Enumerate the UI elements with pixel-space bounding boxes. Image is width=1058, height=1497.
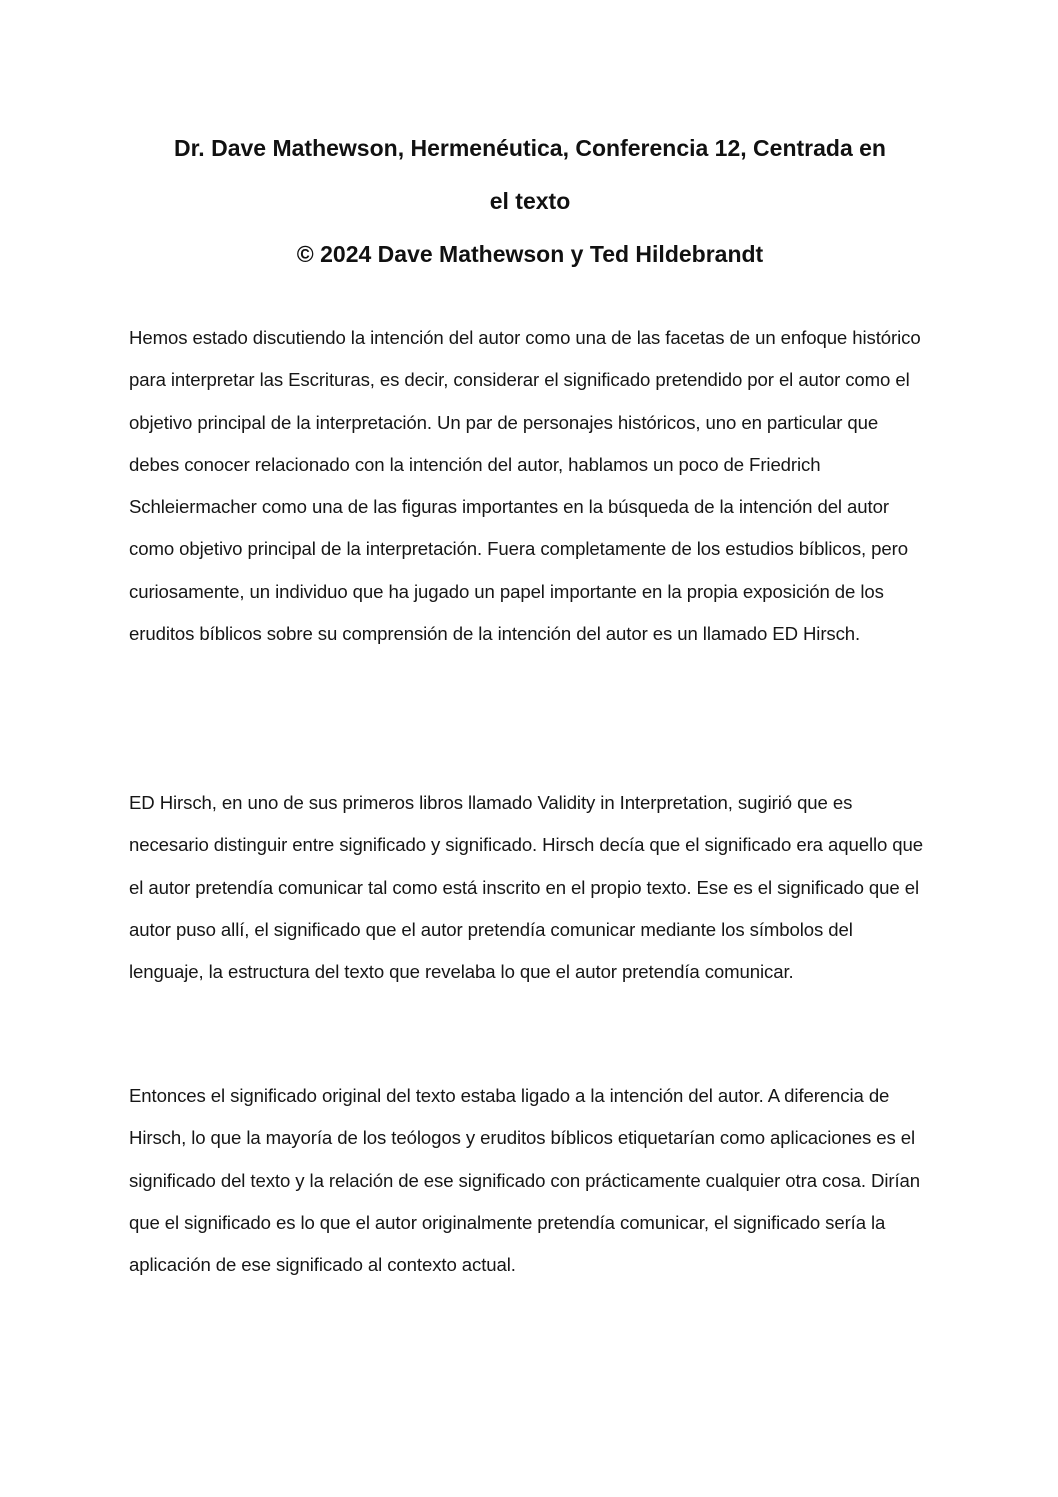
paragraph-1: Hemos estado discutiendo la intención del autor como una de las facetas de un enfoque histórico para interpretar las Escrituras, es decir, considerar el significado pretendido por el autor como el objetivo principal de la interpretación. Un par de personajes históricos, uno en particular que debes conocer relacionado con la intención del autor, hablamos un poco de Friedrich Schleiermacher como una de las figuras importantes en la búsqueda de la intención del autor como objetivo principal de la interpretación. Fuera completamente de los estudios bíblicos, pero curiosamente, un individuo que ha jugado un papel importante en la propia exposición de los eruditos bíblicos sobre su comprensión de la intención del autor es un llamado ED Hirsch. xyxy=(129,327,921,645)
document-title xyxy=(110,122,950,281)
copyright-line: © 2024 Dave Mathewson y Ted Hildebrandt xyxy=(296,241,764,267)
title-line-1: Dr. Dave Mathewson, Hermenéutica, Conferencia 12, Centrada en xyxy=(174,135,886,161)
paragraph-3: Entonces el significado original del texto estaba ligado a la intención del autor. A diferencia de Hirsch, lo que la mayoría de los teólogos y eruditos bíblicos etiquetarían como aplicaciones es el significado del texto y la relación de ese significado con prácticamente cualquier otra cosa. Dirían que el significado es lo que el autor originalmente pretendía comunicar, el significado sería la aplicación de ese significado al contexto actual. xyxy=(129,1085,921,1276)
paragraph-2: ED Hirsch, en uno de sus primeros libros llamado Validity in Interpretation, sugirió que es necesario distinguir entre significado y significado. Hirsch decía que el significado era aquello que el autor pretendía comunicar tal como está inscrito en el propio texto. Ese es el significado que el autor puso allí, el significado que el autor pretendía comunicar mediante los símbolos del lenguaje, la estructura del texto que revelaba lo que el autor pretendía comunicar. xyxy=(129,792,924,983)
title-line-2: el texto xyxy=(489,188,571,214)
